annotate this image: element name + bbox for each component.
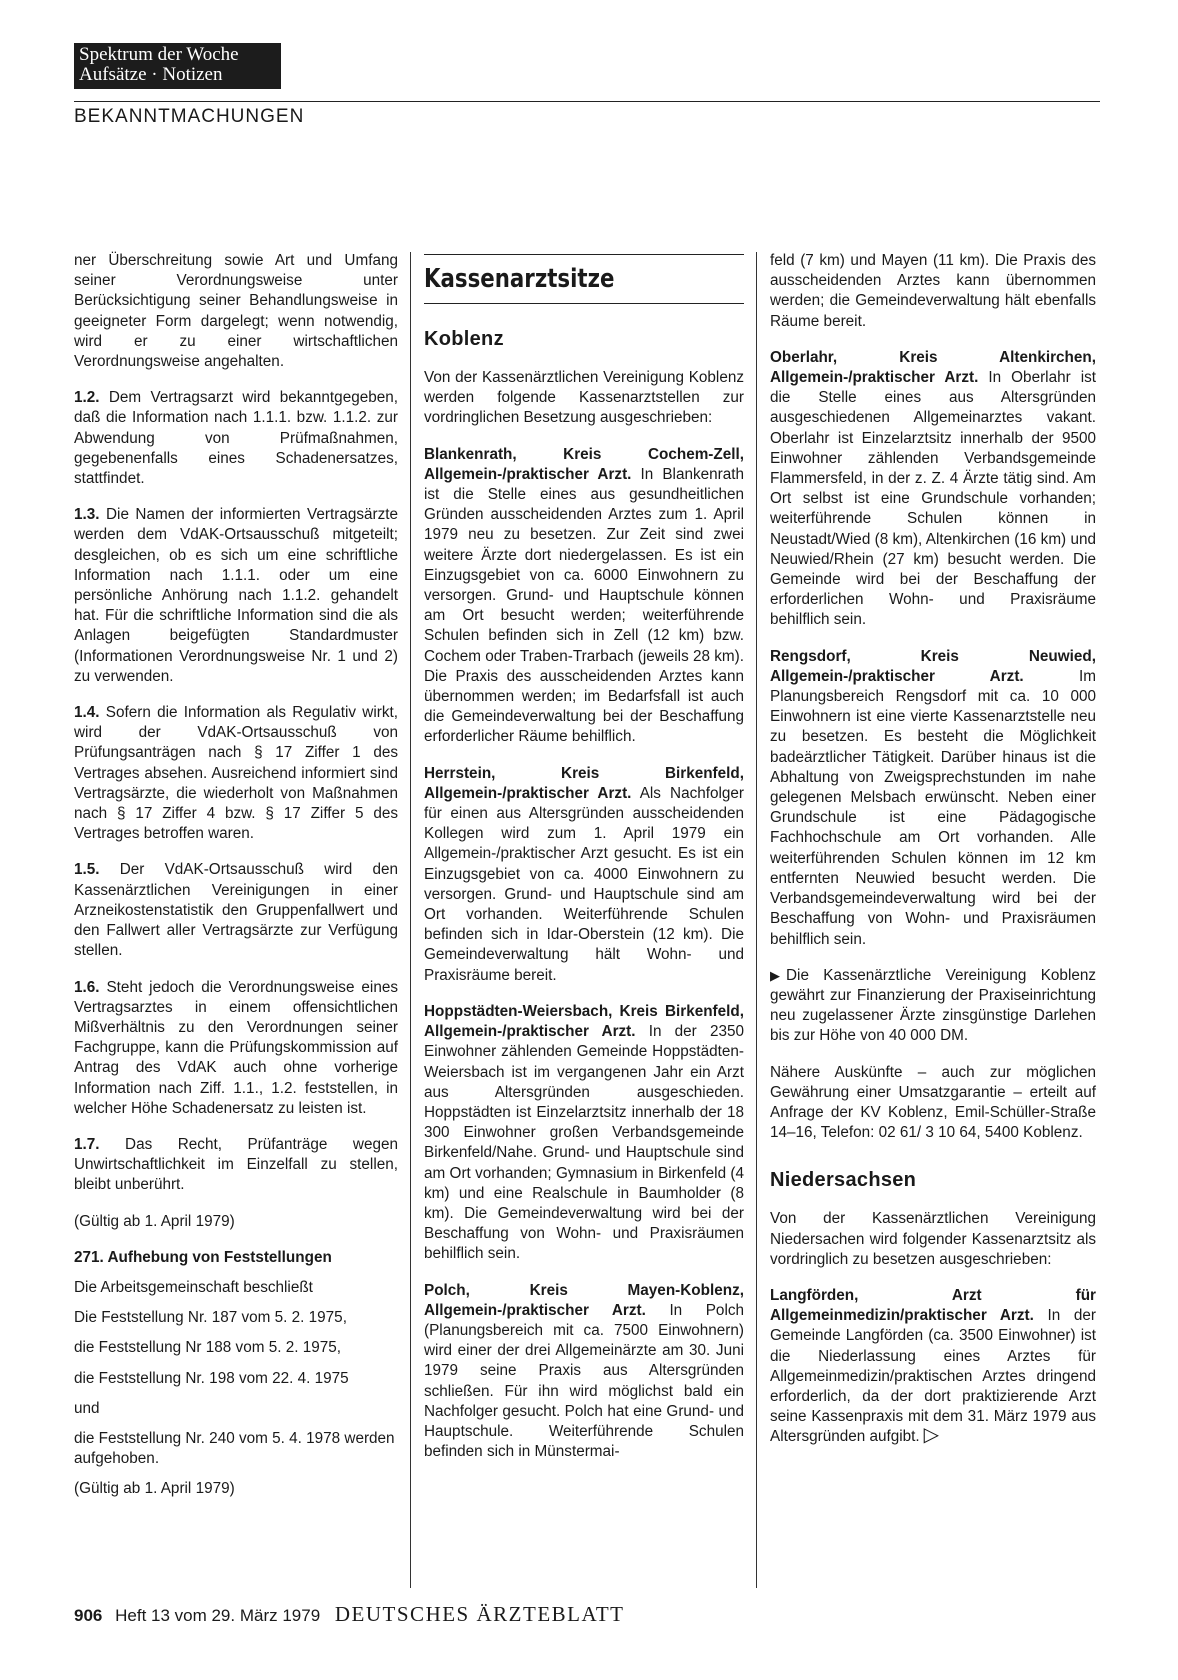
paragraph-1-3: 1.3. Die Namen der informierten Vertragsärzte werden dem VdAK-Ortsausschuß mitgeteilt; desgleichen, ob es sich um eine schriftliche Information nach 1.1.1. oder um eine persönliche Anhörung nach 1.1.2. gehandelt hat. Für die schriftliche Information sind die als Anlagen beigefügten Standardmuster (Informationen Verordnungsweise Nr. 1 und 2) zu verwenden. [74, 506, 398, 685]
journal-name: DEUTSCHES ÄRZTEBLATT [334, 1602, 625, 1626]
triangle-right-icon: ▶ [770, 967, 780, 983]
header-rule [74, 101, 1100, 102]
list-line: die Feststellung Nr. 240 vom 5. 4. 1978 werden aufgehoben. [74, 1429, 395, 1468]
paragraph-1-6: 1.6. Steht jedoch die Verordnungsweise eines Vertragsarztes in einem offensichtlichen Mißverhältnis zu den Verordnungen seiner Fachgruppe, kann die Prüfungskommission auf Antrag des VdAK auch ohne vorherige Information nach Ziff. 1.1., 1.2. feststellen, in welcher Höhe Schadenersatz zu leisten ist. [74, 978, 398, 1117]
paragraph: ner Überschreitung sowie Art und Umfang seiner Verordnungsweise unter Berücksichtigung seiner Behandlungsweise in geeigneter Form dargelegt; wenn notwendig, wird er zu einer wirtschaftlichen Verordnungsweise angehalten. [74, 252, 398, 371]
section-heading-271: 271. Aufhebung von Feststellungen [74, 1248, 332, 1266]
paragraph: Nähere Auskünfte – auch zur möglichen Gewährung einer Umsatzgarantie – erteilt auf Anfrage der KV Koblenz, Emil-Schüller-Straße 14–16, Telefon: 02 61/ 3 10 64, 5400 Koblenz. [770, 1063, 1096, 1142]
paragraph-1-5: 1.5. Der VdAK-Ortsausschuß wird den Kassenärztlichen Vereinigungen in einer Arzneikostenstatistik den Gruppenfallwert und den Fallwert aller Vertragsärzte zur Verfügung stellen. [74, 861, 399, 960]
listing-polch: Polch, Kreis Mayen-Koblenz, Allgemein-/praktischer Arzt. In Polch (Planungsbereich mit ca. 7500 Einwohnern) wird einer der drei Allgemeinärzte am 30. Juni 1979 seine Praxis aus Altersgründen schließen. Für ihn wird möglichst bald ein Nachfolger gesucht. Polch hat eine Grund- und Hauptschule. Weiterführende Schulen befinden sich in Münstermai- [424, 1281, 744, 1461]
journal-section-line1: Spektrum der Woche [79, 44, 239, 65]
listing-oberlahr: Oberlahr, Kreis Altenkirchen, Allgemein-/praktischer Arzt. In Oberlahr ist die Stelle eines aus Altersgründen ausgeschiedenen Allgemeinarztes vakant. Oberlahr ist Einzelarztsitz innerhalb der 9500 Einwohner zählenden Verbandsgemeinde Flammersfeld, in der z. Z. 4 Ärzte tätig sind. Am Ort selbst ist eine Grundschule vorhanden; weiterführende Schulen können in Neustadt/Wied (8 km), Altenkirchen (16 km) und Neuwied/Rhein (27 km) besucht werden. Die Gemeinde wird bei der Beschaffung der erforderlichen Wohn- und Praxisräume behilflich sein. [770, 348, 1096, 629]
listing-blankenrath: Blankenrath, Kreis Cochem-Zell, Allgemein-/praktischer Arzt. In Blankenrath ist die Stelle eines aus gesundheitlichen Gründen ausscheidenden Arztes zum 1. April 1979 neu zu besetzen. Zur Zeit sind zwei weitere Ärzte dort niedergelassen. Es ist ein Einzugsgebiet von ca. 6000 Einwohnern zu versorgen. Grund- und Hauptschule können am Ort besucht werden; weiterführende Schulen befinden sich in Zell (12 km) bzw. Cochem oder Traben-Trarbach (jeweils 28 km). Die Praxis des ausscheidenden Arztes kann übernommen werden; im Bedarfsfall ist auch die Gemeindeverwaltung bei der Beschaffung erforderlicher Räume behilflich. [424, 445, 744, 746]
region-heading-niedersachsen: Niedersachsen [770, 1169, 917, 1192]
listing-hoppstaedten: Hoppstädten-Weiersbach, Kreis Birkenfeld, Allgemein-/praktischer Arzt. In der 2350 Einwohner zählenden Gemeinde Hoppstädten-Weiersbach ist im vergangenen Jahr ein Arzt aus Altersgründen ausgeschieden. Hoppstädten ist Einzelarztsitz innerhalb der 18 300 Einwohner großen Verbandsgemeinde Birkenfeld/Nahe. Grund- und Hauptschule sind am Ort vorhanden; Gymnasium in Birkenfeld (4 km) und eine Realschule in Baumholder (8 km). Die Gemeindeverwaltung wird bei der Beschaffung von Wohn- und Praxisräumen behilflich sein. [424, 1002, 744, 1263]
page-number: 906 [74, 1606, 103, 1625]
paragraph-1-7: 1.7. Das Recht, Prüfanträge wegen Unwirtschaftlichkeit im Einzelfall zu stellen, bleibt unberührt. [74, 1135, 398, 1194]
note-paragraph: ▶ Die Kassenärztliche Vereinigung Koblenz gewährt zur Finanzierung der Praxiseinrichtung neu zugelassener Ärzte zinsgünstige Darlehen bis zur Höhe von 40 000 DM. [770, 966, 1096, 1045]
list-line: Die Arbeitsgemeinschaft beschließt [74, 1278, 313, 1296]
journal-section-line2: Aufsätze · Notizen [79, 64, 223, 85]
journal-section-box [74, 43, 281, 89]
section-label: BEKANNTMACHUNGEN [74, 106, 305, 127]
page-footer [74, 1602, 624, 1627]
title-rule [424, 303, 744, 304]
article-title: Kassenarztsitze [424, 264, 615, 294]
continue-arrow-icon: ▷ [923, 1424, 940, 1447]
listing-herrstein: Herrstein, Kreis Birkenfeld, Allgemein-/praktischer Arzt. Als Nachfolger für einen aus Altersgründen ausscheidenden Kollegen wird zum 1. April 1979 ein Allgemein-/praktischer Arzt gesucht. Es ist ein Einzugsgebiet von ca. 4000 Einwohnern zu versorgen. Grund- und Hauptschule sind am Ort vorhanden. Weiterführende Schulen befinden sich in Idar-Oberstein (12 km). Die Gemeindeverwaltung hält Wohn- und Praxisräume bereit. [424, 764, 744, 984]
column-divider-2 [756, 252, 757, 1588]
list-line: die Feststellung Nr. 198 vom 22. 4. 1975 [74, 1369, 349, 1387]
validity-note: (Gültig ab 1. April 1979) [74, 1480, 235, 1498]
column-2 [424, 254, 744, 1478]
paragraph: Von der Kassenärztlichen Vereinigung Koblenz werden folgende Kassenarztstellen zur vordringlichen Besetzung ausgeschrieben: [424, 369, 744, 427]
column-divider-1 [410, 252, 411, 1588]
listing-rengsdorf: Rengsdorf, Kreis Neuwied, Allgemein-/praktischer Arzt. Im Planungsbereich Rengsdorf mit ca. 10 000 Einwohnern ist eine vierte Kassenarztstelle neu zu besetzen. Es besteht die Möglichkeit badeärztlicher Tätigkeit. Darüber hinaus ist die Abhaltung von Zweigsprechstunden im nahe gelegenen Melsbach erwünscht. Neben einer Grundschule ist eine Pädagogische Fachhochschule am Ort vorhanden. Alle weiterführenden Schulen können im 12 km entfernten Neuwied besucht werden. Die Verbandsgemeindeverwaltung wird bei der Beschaffung von Wohn- und Praxisräumen behilflich sein. [770, 647, 1096, 948]
list-line: Die Feststellung Nr. 187 vom 5. 2. 1975, [74, 1309, 347, 1327]
validity-note: (Gültig ab 1. April 1979) [74, 1212, 235, 1230]
list-line: die Feststellung Nr 188 vom 5. 2. 1975, [74, 1339, 341, 1357]
column-3 [770, 251, 1096, 1464]
listing-langfoerden: Langförden, Arzt für Allgemeinmedizin/praktischer Arzt. In der Gemeinde Langförden (ca. 3500 Einwohner) ist die Niederlassung eines Arztes für Allgemeinmedizin/praktischen Arztes dringend erforderlich, da der dort praktizierende Arzt seine Kassenpraxis mit dem 31. März 1979 aus Altersgründen aufgibt. ▷ [770, 1286, 1096, 1447]
title-rule [424, 254, 744, 255]
column-1 [74, 251, 398, 1510]
list-line: und [74, 1399, 100, 1417]
issue-info: Heft 13 vom 29. März 1979 [115, 1606, 321, 1625]
paragraph-1-2: 1.2. Dem Vertragsarzt wird bekanntgegeben, daß die Information nach 1.1.1. bzw. 1.1.2. zur Abwendung von Prüfmaßnahmen, gegebenenfalls eines Schadenersatzes, stattfindet. [74, 389, 398, 488]
region-heading-koblenz: Koblenz [424, 328, 504, 350]
paragraph: feld (7 km) und Mayen (11 km). Die Praxis des ausscheidenden Arztes kann übernommen werden; die Gemeindeverwaltung hält ebenfalls Räume bereit. [770, 252, 1096, 330]
paragraph-1-4: 1.4. Sofern die Information als Regulativ wirkt, wird der VdAK-Ortsausschuß von Prüfungsanträgen nach § 17 Ziffer 1 des Vertrages absehen. Ausreichend informiert sind Vertragsärzte, die wiederholt von Maßnahmen nach § 17 Ziffer 4 bzw. § 17 Ziffer 5 des Vertrages betroffen waren. [74, 704, 398, 843]
paragraph: Von der Kassenärztlichen Vereinigung Niedersachen wird folgender Kassenarztsitz als vordringlich zu besetzen ausgeschrieben: [770, 1210, 1096, 1268]
